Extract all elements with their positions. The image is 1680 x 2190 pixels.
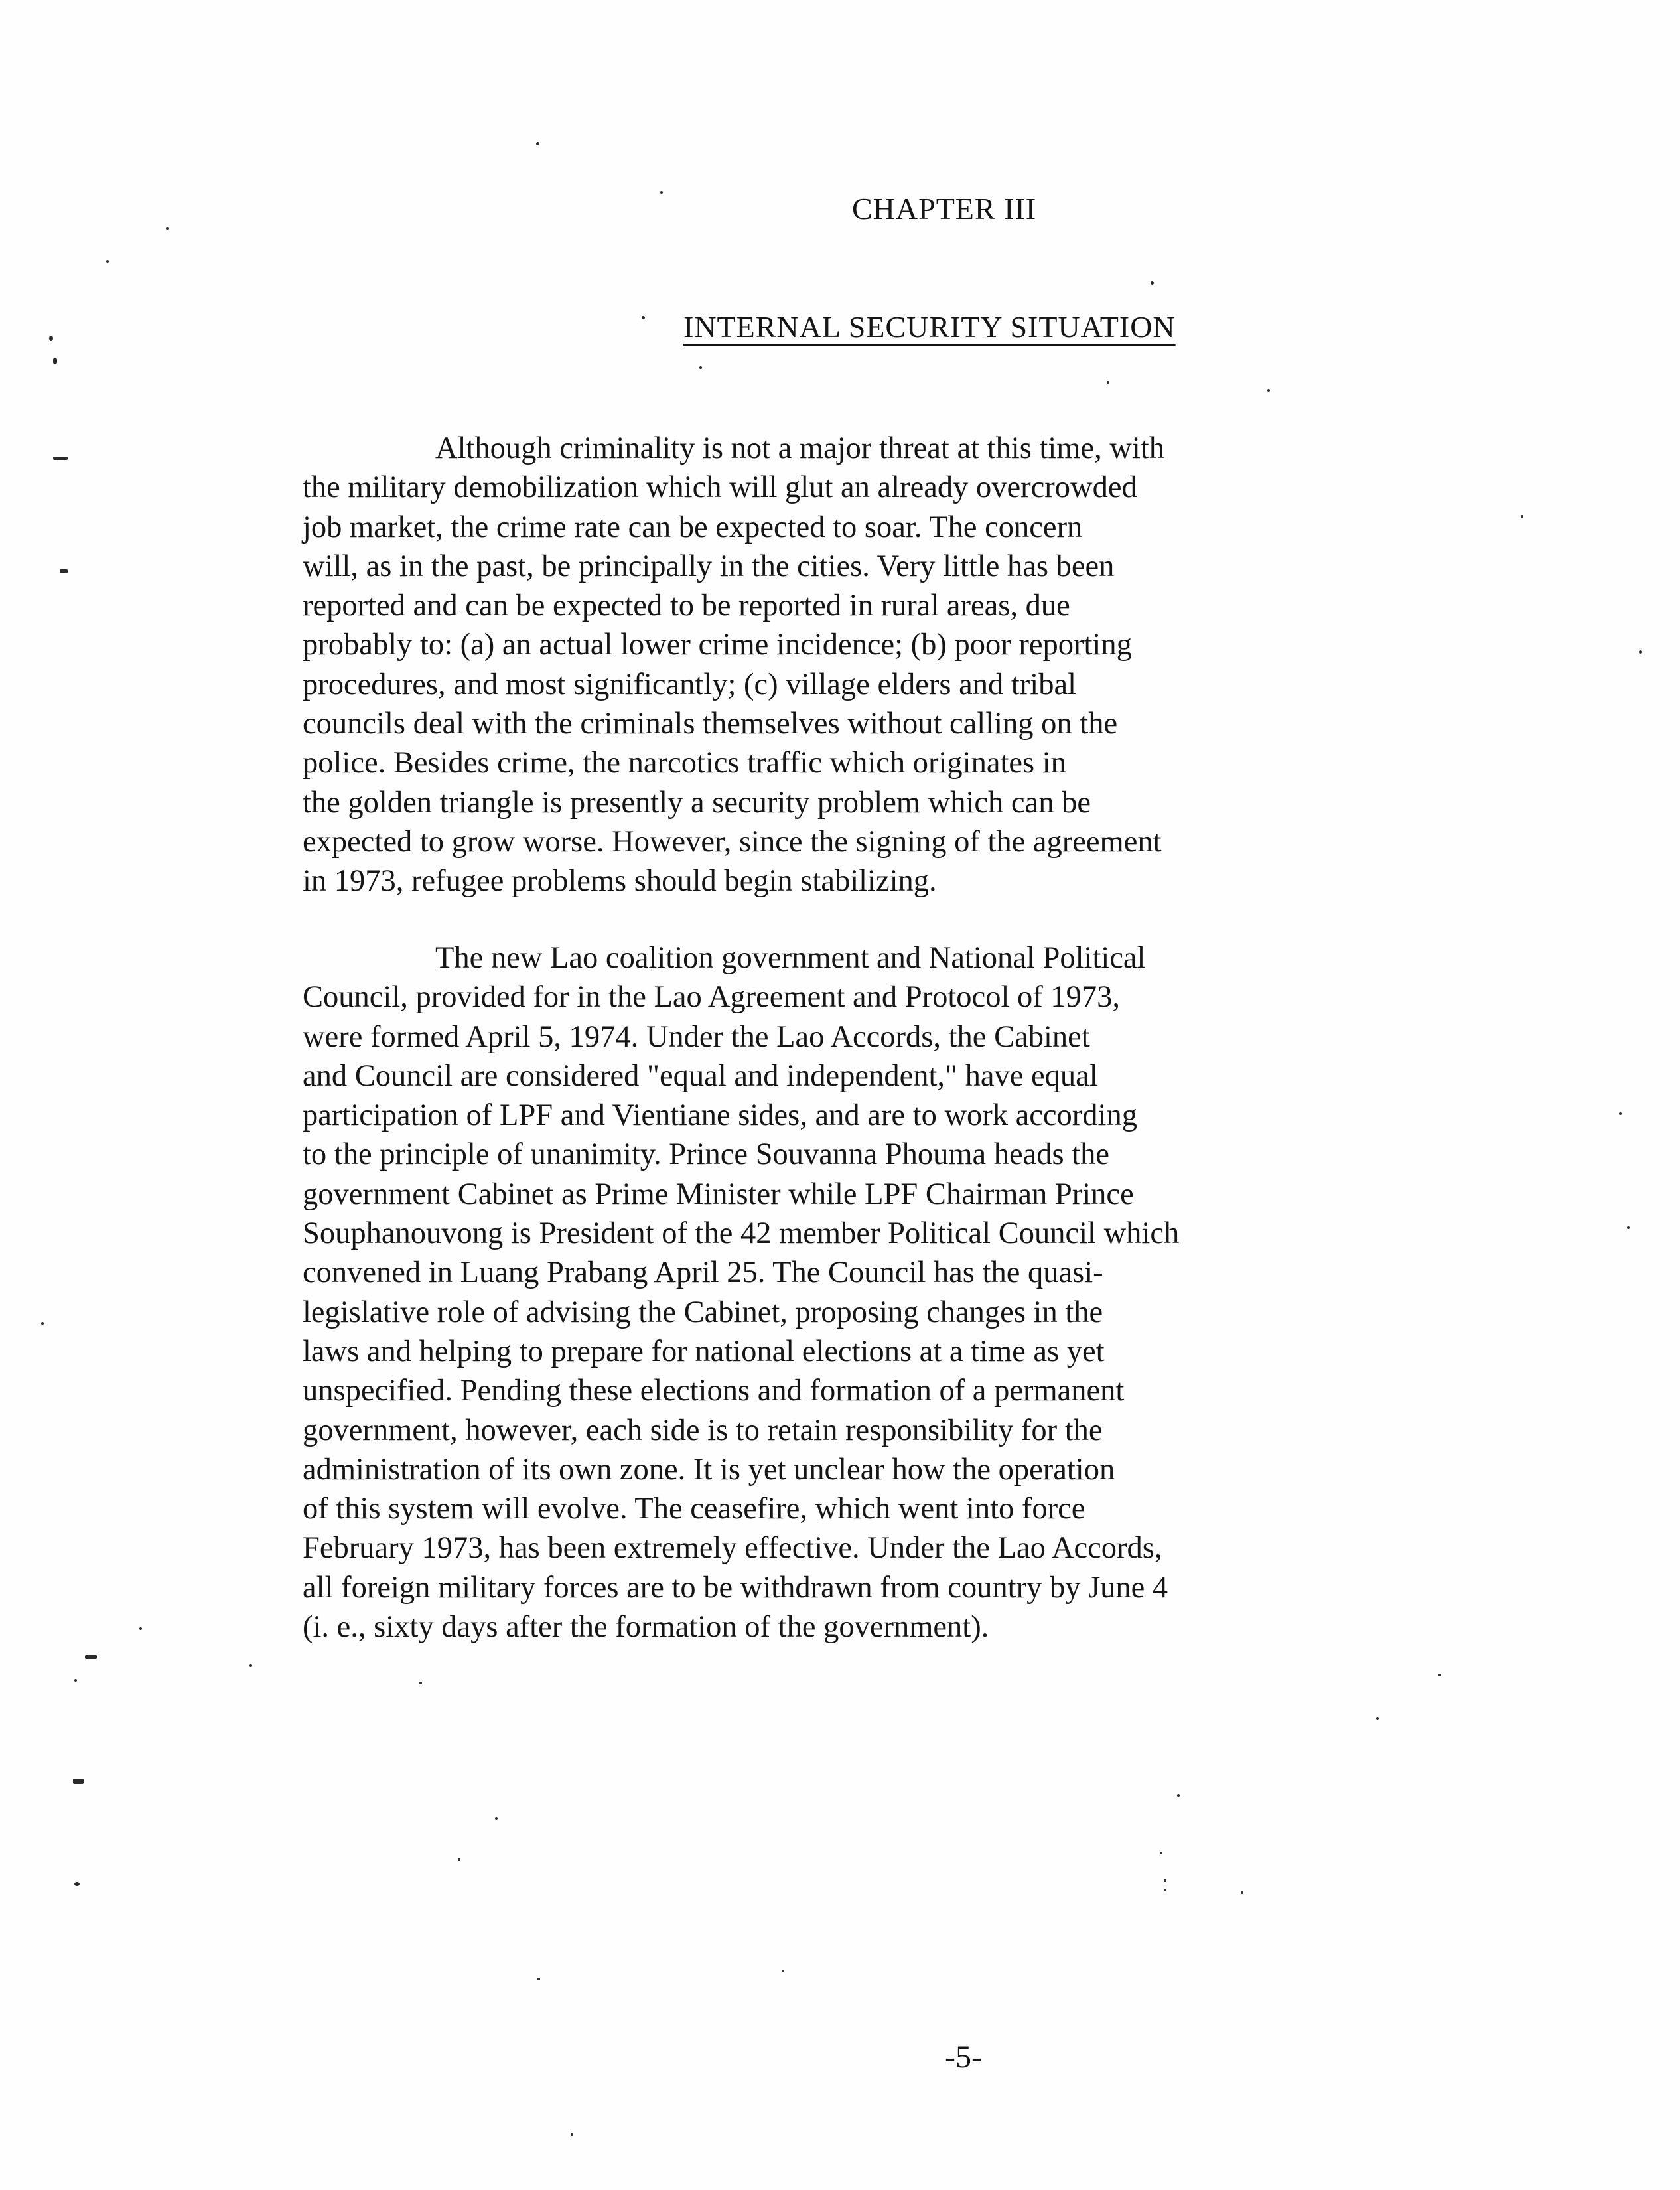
paragraph-line: unspecified. Pending these elections and formation of a permanent [303,1374,1125,1408]
scan-speck [166,227,169,230]
paragraph-line: the military demobilization which will glut an already overcrowded [303,471,1137,505]
scan-speck [1107,381,1109,384]
scan-speck [1267,389,1270,392]
scan-speck [49,336,53,341]
scan-speck [1164,1879,1166,1882]
scan-speck [419,1682,422,1684]
scan-speck [1521,515,1523,518]
paragraph-line: Council, provided for in the Lao Agreement and Protocol of 1973, [303,980,1120,1015]
paragraph-line: procedures, and most significantly; (c) village elders and tribal [303,667,1076,701]
scan-speck [1627,1226,1630,1229]
scan-speck [571,2133,573,2136]
scan-speck [53,358,57,364]
section-title: INTERNAL SECURITY SITUATION [683,310,1176,344]
scan-speck [85,1655,97,1659]
scan-speck [1639,650,1642,654]
scan-speck [495,1817,498,1820]
paragraph-line: all foreign military forces are to be withdrawn from country by June 4 [303,1570,1168,1605]
paragraph-line: were formed April 5, 1974. Under the Lao Accords, the Cabinet [303,1019,1090,1054]
scan-speck [41,1322,44,1325]
scan-speck [73,1779,84,1784]
paragraph-line: police. Besides crime, the narcotics traffic which originates in [303,746,1066,780]
scan-speck [699,366,702,369]
paragraph-line: government, however, each side is to retain responsibility for the [303,1413,1103,1447]
paragraph-line: participation of LPF and Vientiane sides, and are to work according [303,1098,1137,1133]
paragraph-line: reported and can be expected to be reported in rural areas, due [303,589,1070,623]
chapter-heading: CHAPTER III [852,192,1037,226]
scan-speck [1151,281,1154,285]
paragraph-line: (i. e., sixty days after the formation of the government). [303,1610,989,1644]
paragraph-1 [303,429,1530,901]
scan-speck [537,1978,540,1980]
paragraph-line: to the principle of unanimity. Prince Souvanna Phouma heads the [303,1137,1110,1172]
scan-speck [53,457,68,460]
paragraph-2 [303,938,1530,1646]
scan-speck [1177,1794,1180,1797]
scan-speck [249,1664,252,1667]
scan-speck [458,1858,460,1861]
paragraph-line: expected to grow worse. However, since the signing of the agreement [303,824,1162,859]
scan-speck [60,569,68,573]
scan-speck [1160,1852,1162,1854]
paragraph-line: February 1973, has been extremely effective. Under the Lao Accords, [303,1531,1162,1566]
paragraph-line: laws and helping to prepare for national elections at a time as yet [303,1334,1105,1368]
paragraph-line: The new Lao coalition government and National Political [435,941,1146,975]
paragraph-line: administration of its own zone. It is yet unclear how the operation [303,1452,1115,1487]
paragraph-line: legislative role of advising the Cabinet, proposing changes in the [303,1295,1103,1329]
paragraph-line: probably to: (a) an actual lower crime incidence; (b) poor reporting [303,628,1132,662]
scan-speck [106,260,109,263]
paragraph-line: of this system will evolve. The ceasefire, which went into force [303,1492,1085,1526]
scan-speck [1376,1717,1379,1720]
paragraph-line: Although criminality is not a major threat at this time, with [435,431,1165,465]
paragraph-line: in 1973, refugee problems should begin stabilizing. [303,864,937,899]
scan-speck [782,1970,784,1972]
page-number: -5- [945,2039,982,2075]
paragraph-line: government Cabinet as Prime Minister while LPF Chairman Prince [303,1177,1134,1211]
paragraph-line: Souphanouvong is President of the 42 member Political Council which [303,1216,1180,1251]
scan-speck [1241,1891,1243,1894]
scan-speck [1164,1889,1166,1891]
scan-speck [642,316,645,319]
scan-speck [1438,1674,1441,1676]
paragraph-line: and Council are considered "equal and independent," have equal [303,1058,1098,1093]
paragraph-line: the golden triangle is presently a security problem which can be [303,785,1091,820]
paragraph-line: convened in Luang Prabang April 25. The Council has the quasi- [303,1256,1103,1290]
scan-speck [536,142,539,145]
scan-speck [1619,1112,1622,1115]
scan-speck [74,1882,80,1886]
paragraph-line: job market, the crime rate can be expected to soar. The concern [303,510,1083,544]
paragraph-line: councils deal with the criminals themselves without calling on the [303,707,1118,741]
scan-speck [74,1679,77,1682]
scan-speck [660,191,663,194]
paragraph-line: will, as in the past, be principally in the cities. Very little has been [303,549,1115,583]
scan-speck [139,1627,142,1630]
